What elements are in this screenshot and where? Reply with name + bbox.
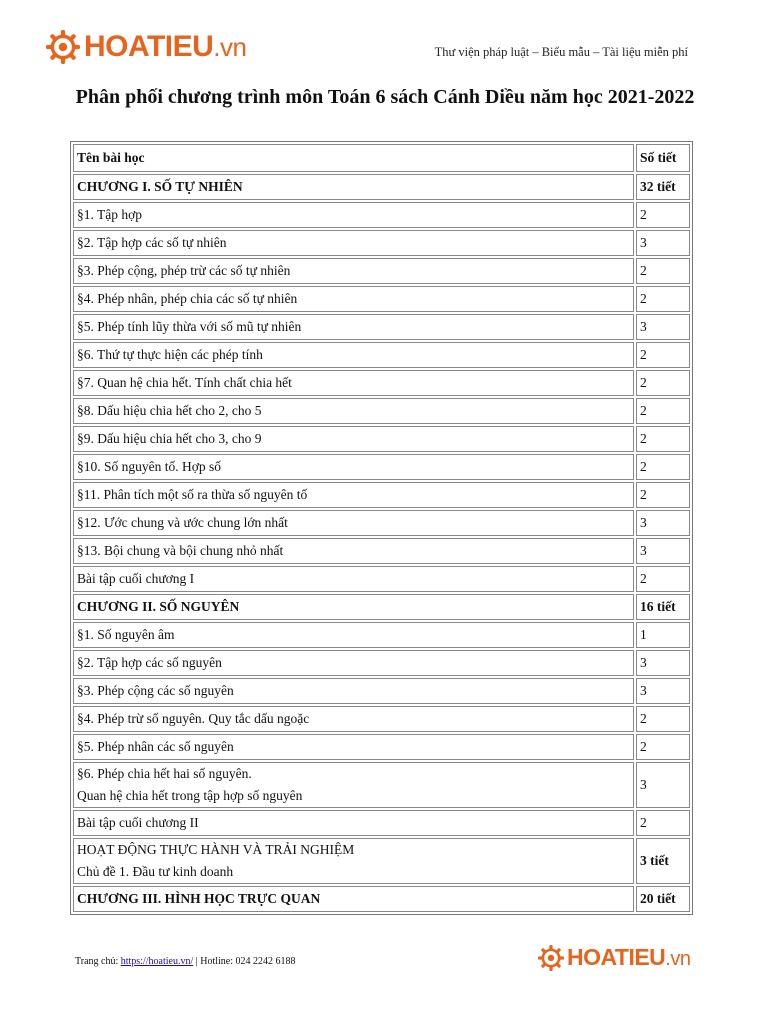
hoatieu-logo[interactable] [46,30,246,64]
period-count: 3 [636,650,690,676]
period-count: 3 [636,762,690,808]
period-count: 2 [636,734,690,760]
page-footer [75,956,296,967]
lesson-row [73,510,690,536]
lesson-title: §2. Tập hợp các số tự nhiên [73,230,634,256]
lesson-title: §1. Số nguyên âm [73,622,634,648]
ship-wheel-icon [538,945,564,971]
period-count: 16 tiết [636,594,690,620]
chapter-title: CHƯƠNG I. SỐ TỰ NHIÊN [73,174,634,200]
ship-wheel-icon [46,30,80,64]
footer-home-link[interactable]: https://hoatieu.vn/ [120,956,194,967]
lesson-title: §5. Phép tính lũy thừa với số mũ tự nhiên [73,314,634,340]
activity-row [73,838,690,884]
period-count: 2 [636,258,690,284]
header-tagline: Thư viện pháp luật – Biểu mẫu – Tài liệu miễn phí [434,45,688,59]
period-count: 3 [636,314,690,340]
column-header-lesson: Tên bài học [73,144,634,172]
lesson-row [73,678,690,704]
lesson-title: §11. Phân tích một số ra thừa số nguyên tố [73,482,634,508]
page-title: Phân phối chương trình môn Toán 6 sách Cánh Diều năm học 2021-2022 [75,86,695,108]
lesson-title: §4. Phép trừ số nguyên. Quy tắc dấu ngoặc [73,706,634,732]
period-count: 2 [636,810,690,836]
chapter-title: CHƯƠNG II. SỐ NGUYÊN [73,594,634,620]
lesson-title: §3. Phép cộng các số nguyên [73,678,634,704]
period-count: 2 [636,342,690,368]
period-count: 2 [636,202,690,228]
lesson-title: §2. Tập hợp các số nguyên [73,650,634,676]
footer-home-label: Trang chủ: [75,956,119,967]
activity-title [73,838,634,884]
title-line-1: §6. Phép chia hết hai số nguyên. [77,766,252,781]
period-count: 2 [636,706,690,732]
title-line-2: Quan hệ chia hết trong tập hợp số nguyên [77,788,303,803]
table-header-row [73,144,690,172]
lesson-row [73,426,690,452]
footer-logo[interactable] [538,944,690,971]
logo-text: HOATIEU.vn [567,944,691,970]
period-count: 2 [636,426,690,452]
lesson-row [73,370,690,396]
period-count: 2 [636,398,690,424]
lesson-row [73,566,690,592]
chapter-row [73,594,690,620]
title-line-2: Chủ đề 1. Đầu tư kinh doanh [77,864,234,879]
lesson-title: §3. Phép cộng, phép trừ các số tự nhiên [73,258,634,284]
lesson-title: Bài tập cuối chương I [73,566,634,592]
period-count: 2 [636,482,690,508]
period-count: 2 [636,370,690,396]
lesson-title: §10. Số nguyên tố. Hợp số [73,454,634,480]
lesson-row [73,706,690,732]
lesson-row [73,230,690,256]
period-count: 2 [636,566,690,592]
lesson-title: §7. Quan hệ chia hết. Tính chất chia hết [73,370,634,396]
period-count: 3 tiết [636,838,690,884]
lesson-title: §9. Dấu hiệu chia hết cho 3, cho 9 [73,426,634,452]
lesson-title: §4. Phép nhân, phép chia các số tự nhiên [73,286,634,312]
lesson-row [73,482,690,508]
lesson-row [73,342,690,368]
lesson-title: Bài tập cuối chương II [73,810,634,836]
lesson-row [73,286,690,312]
lesson-title: §13. Bội chung và bội chung nhỏ nhất [73,538,634,564]
footer-hotline: | Hotline: 024 2242 6188 [195,956,296,967]
chapter-row [73,174,690,200]
lesson-row [73,314,690,340]
period-count: 32 tiết [636,174,690,200]
chapter-title: CHƯƠNG III. HÌNH HỌC TRỰC QUAN [73,886,634,912]
lesson-row [73,810,690,836]
logo-text: HOATIEU.vn [84,30,247,63]
lesson-row [73,762,690,808]
lesson-title: §6. Thứ tự thực hiện các phép tính [73,342,634,368]
title-line-1: HOẠT ĐỘNG THỰC HÀNH VÀ TRẢI NGHIỆM [77,842,355,857]
period-count: 3 [636,510,690,536]
lesson-title: §5. Phép nhân các số nguyên [73,734,634,760]
lesson-row [73,202,690,228]
period-count: 20 tiết [636,886,690,912]
lesson-title [73,762,634,808]
lesson-row [73,398,690,424]
period-count: 1 [636,622,690,648]
lesson-title: §1. Tập hợp [73,202,634,228]
period-count: 3 [636,230,690,256]
chapter-row [73,886,690,912]
period-count: 2 [636,286,690,312]
period-count: 3 [636,538,690,564]
lesson-row [73,622,690,648]
column-header-periods: Số tiết [636,144,690,172]
lesson-title: §12. Ước chung và ước chung lớn nhất [73,510,634,536]
lesson-row [73,734,690,760]
lesson-row [73,454,690,480]
lesson-row [73,650,690,676]
period-count: 3 [636,678,690,704]
lesson-row [73,538,690,564]
lesson-row [73,258,690,284]
lesson-title: §8. Dấu hiệu chia hết cho 2, cho 5 [73,398,634,424]
period-count: 2 [636,454,690,480]
curriculum-table [70,141,693,915]
